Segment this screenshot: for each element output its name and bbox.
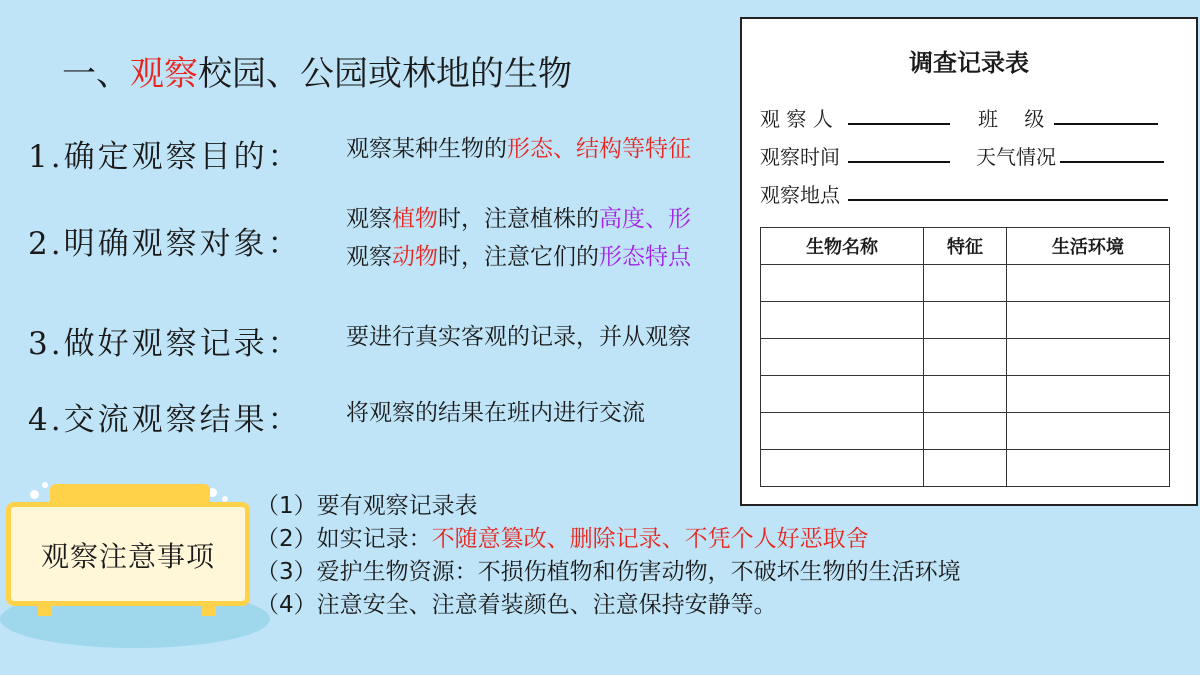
observer-label: 观 察 人 [760, 107, 833, 131]
step-2-label: 2.明确观察对象： [28, 226, 302, 262]
sheet-title: 调查记录表 [909, 48, 1029, 77]
bubble-decoration [42, 482, 48, 488]
table-cell [1006, 450, 1169, 487]
step-2-plant: 植物 [392, 206, 438, 232]
note-4: （4）注意安全、注意着装颜色、注意保持安静等。 [256, 592, 777, 618]
record-sheet [740, 17, 1198, 506]
table-cell [761, 413, 924, 450]
table-cell [1006, 413, 1169, 450]
table-row [761, 376, 1170, 413]
notice-board [6, 502, 250, 606]
table-cell [761, 450, 924, 487]
step-2-line1-a: 观察 [346, 206, 392, 232]
title-highlight: 观察 [130, 54, 198, 94]
note-2-prefix: （2）如实记录： [256, 526, 432, 552]
table-cell [761, 265, 924, 302]
weather-blank [1060, 161, 1164, 163]
step-1-plain: 观察某种生物的 [346, 136, 507, 162]
note-2 [256, 523, 961, 556]
table-row [761, 302, 1170, 339]
column-header: 生物名称 [761, 228, 924, 265]
step-2-line2-d: 形态特点 [599, 244, 691, 270]
step-1-label: 1.确定观察目的： [28, 139, 302, 175]
bubble-decoration [30, 490, 39, 499]
table-cell [1006, 302, 1169, 339]
step-4-text: 将观察的结果在班内进行交流 [346, 400, 645, 426]
column-header: 生活环境 [1006, 228, 1169, 265]
step-2-line1-d: 高度、形 [599, 206, 691, 232]
step-2-line-1 [346, 200, 691, 238]
table-row [761, 339, 1170, 376]
time-blank [848, 161, 950, 163]
step-2-animal: 动物 [392, 244, 438, 270]
step-1-text [346, 130, 691, 168]
note-3: （3）爱护生物资源：不损伤植物和伤害动物，不破坏生物的生活环境 [256, 559, 961, 585]
step-4-label: 4.交流观察结果： [28, 402, 302, 438]
place-blank [848, 199, 1168, 201]
step-2-line2-a: 观察 [346, 244, 392, 270]
table-row [761, 413, 1170, 450]
table-cell [1006, 339, 1169, 376]
table-cell [761, 339, 924, 376]
table-cell [1006, 265, 1169, 302]
table-cell [924, 302, 1007, 339]
table-cell [924, 450, 1007, 487]
step-3-label: 3.做好观察记录： [28, 326, 302, 362]
place-label: 观察地点 [760, 183, 840, 207]
table-cell [761, 302, 924, 339]
note-1: （1）要有观察记录表 [256, 493, 478, 519]
step-2-line-2 [346, 238, 691, 276]
page-title [62, 46, 572, 95]
table-cell [924, 265, 1007, 302]
board-label: 观察注意事项 [40, 540, 215, 573]
table-cell [1006, 376, 1169, 413]
table-cell [924, 376, 1007, 413]
note-2-red: 不随意篡改、删除记录、不凭个人好恶取舍 [431, 526, 869, 552]
table-cell [924, 339, 1007, 376]
class-blank [1054, 123, 1158, 125]
column-header: 特征 [924, 228, 1007, 265]
weather-label: 天气情况 [976, 145, 1056, 169]
observer-blank [848, 123, 950, 125]
table-cell [924, 413, 1007, 450]
step-2-line1-c: 时，注意植株的 [438, 206, 599, 232]
table-row [761, 265, 1170, 302]
title-suffix: 校园、公园或林地的生物 [198, 54, 572, 94]
title-prefix: 一、 [62, 54, 130, 94]
table-row [761, 450, 1170, 487]
class-label: 班 级 [978, 107, 1045, 131]
notes-list [256, 490, 961, 622]
step-2-text [346, 200, 691, 276]
step-3-text: 要进行真实客观的记录，并从观察 [346, 324, 691, 350]
step-2-line2-c: 时，注意它们的 [438, 244, 599, 270]
record-table [760, 227, 1170, 487]
step-1-red: 形态、结构等特征 [507, 136, 691, 162]
table-header-row [761, 228, 1170, 265]
table-cell [761, 376, 924, 413]
time-label: 观察时间 [760, 145, 840, 169]
